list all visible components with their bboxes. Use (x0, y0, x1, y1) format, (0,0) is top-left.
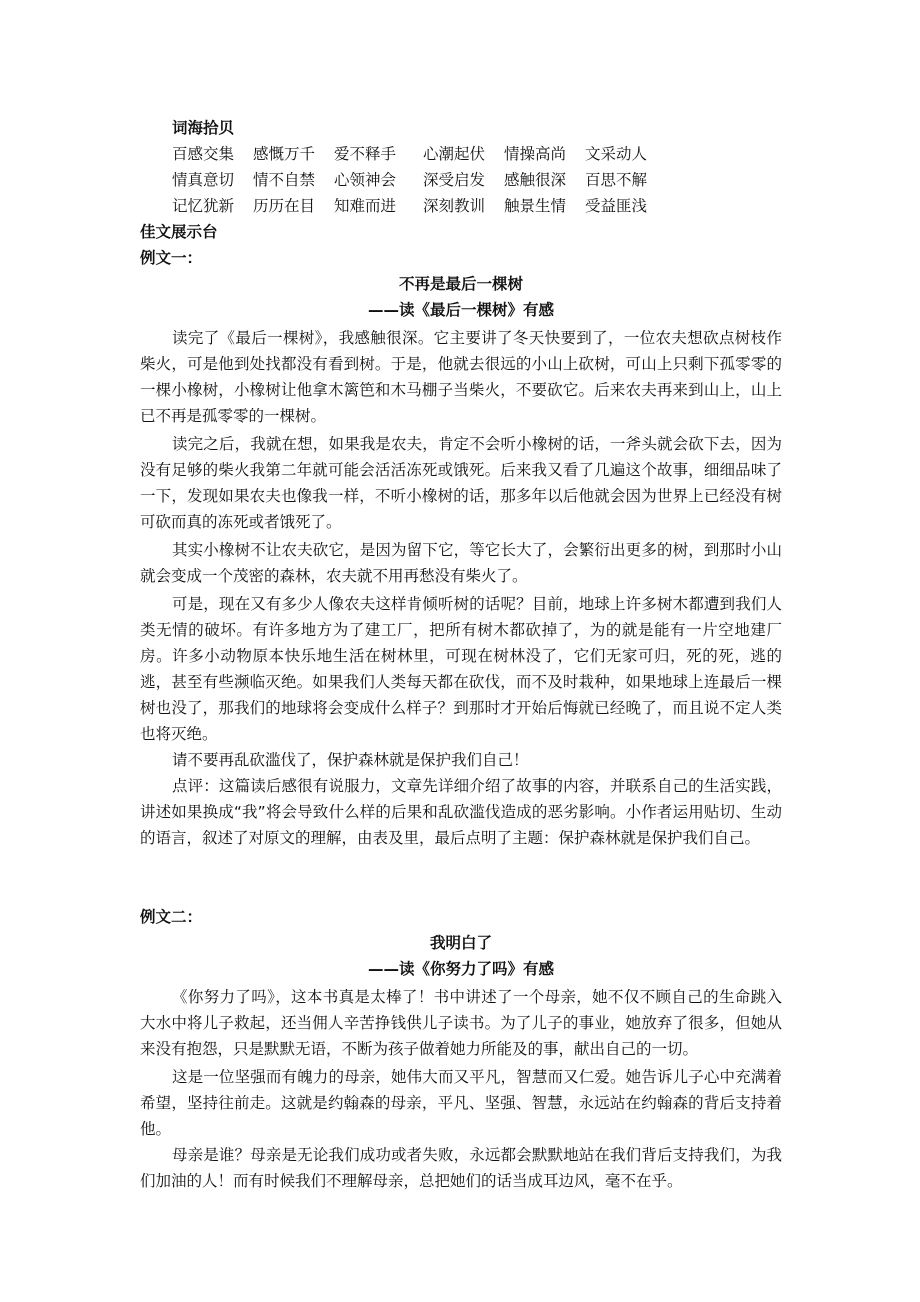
vocab-word: 情真意切 (172, 171, 235, 189)
vocab-word: 文采动人 (585, 145, 648, 163)
example1-paragraph: 读完了《最后一棵树》，我感触很深。它主要讲了冬天快要到了，一位农夫想砍点树枝作柴火，可是他到处找都没有看到树。于是，他就去很远的小山上砍树，可山上只剩下孤零零的一棵小橡树，小橡树让他拿木篱笆和木马棚子当柴火，不要砍它。后来农夫再来到山上，山上已不再是孤零零的一棵树。 (140, 329, 782, 425)
vocab-word: 历历在目 (253, 197, 316, 215)
vocab-word: 情不自禁 (253, 171, 316, 189)
example1-title: 不再是最后一棵树 (398, 275, 523, 293)
vocab-word: 心领神会 (334, 171, 397, 189)
vocab-word: 受益匪浅 (585, 197, 648, 215)
example2-subtitle: ——读《你努力了吗》有感 (367, 960, 554, 978)
example2-paragraph: 母亲是谁？母亲是无论我们成功或者失败，永远都会默默地站在我们背后支持我们，为我们加油的人！而有时候我们不理解母亲，总把她们的话当成耳边风，毫不在乎。 (140, 1146, 782, 1190)
example1-subtitle: ——读《最后一棵树》有感 (367, 301, 554, 319)
vocab-word: 感触很深 (504, 171, 567, 189)
vocab-heading: 词海拾贝 (172, 119, 235, 137)
vocab-word: 深受启发 (423, 171, 486, 189)
vocab-word: 心潮起伏 (423, 145, 486, 163)
vocab-word: 触景生情 (504, 197, 567, 215)
example1-paragraph: 其实小橡树不让农夫砍它，是因为留下它，等它长大了，会繁衍出更多的树，到那时小山就会变成一个茂密的森林，农夫就不用再愁没有柴火了。 (140, 541, 782, 585)
example1-comment: 点评：这篇读后感很有说服力，文章先详细介绍了故事的内容，并联系自己的生活实践，讲述如果换成“我”将会导致什么样的后果和乱砍滥伐造成的恶劣影响。小作者运用贴切、生动的语言，叙述了对原文的理解，由表及里，最后点明了主题：保护森林就是保护我们自己。 (140, 777, 782, 847)
example1-paragraph: 可是，现在又有多少人像农夫这样肯倾听树的话呢？目前，地球上许多树木都遭到我们人类无情的破坏。有许多地方为了建工厂，把所有树木都砍掉了，为的就是能有一片空地建厂房。许多小动物原本快乐地生活在树林里，可现在树林没了，它们无家可归，死的死，逃的逃，甚至有些濒临灭绝。如果我们人类每天都在砍伐，而不及时栽种，如果地球上连最后一棵树也没了，那我们的地球将会变成什么样子？到那时才开始后悔就已经晚了，而且说不定人类也将灭绝。 (140, 595, 782, 743)
vocab-word: 深刻教训 (423, 197, 486, 215)
example1-paragraph: 读完之后，我就在想，如果我是农夫，肯定不会听小橡树的话，一斧头就会砍下去，因为没有足够的柴火我第二年就可能会活活冻死或饿死。后来我又看了几遍这个故事，细细品味了一下，发现如果农夫也像我一样，不听小橡树的话，那多年以后他就会因为世界上已经没有树可砍而真的冻死或者饿死了。 (140, 435, 782, 531)
example1-paragraph: 请不要再乱砍滥伐了，保护森林就是保护我们自己！ (172, 751, 529, 769)
vocab-word: 情操高尚 (504, 145, 567, 163)
example2-paragraph: 《你努力了吗》，这本书真是太棒了！书中讲述了一个母亲，她不仅不顾自己的生命跳入大水中将儿子救起，还当佣人辛苦挣钱供儿子读书。为了儿子的事业，她放弃了很多，但她从来没有抱怨，只是默默无语，不断为孩子做着她力所能及的事，献出自己的一切。 (140, 988, 782, 1058)
showcase-heading: 佳文展示台 (140, 223, 218, 241)
vocab-word: 感慨万千 (253, 145, 316, 163)
example1-label: 例文一： (140, 249, 203, 267)
vocab-list (172, 141, 666, 219)
vocab-row (172, 193, 666, 219)
example2-label: 例文二： (140, 908, 203, 926)
example2-title: 我明白了 (429, 934, 492, 952)
vocab-word: 知难而进 (334, 197, 397, 215)
vocab-word: 记忆犹新 (172, 197, 235, 215)
vocab-word: 百感交集 (172, 145, 235, 163)
example2-paragraph: 这是一位坚强而有魄力的母亲，她伟大而又平凡，智慧而又仁爱。她告诉儿子心中充满着希望，坚持往前走。这就是约翰森的母亲，平凡、坚强、智慧，永远站在约翰森的背后支持着他。 (140, 1068, 782, 1138)
vocab-word: 爱不释手 (334, 145, 397, 163)
vocab-row (172, 167, 666, 193)
vocab-row (172, 141, 666, 167)
vocab-word: 百思不解 (585, 171, 648, 189)
